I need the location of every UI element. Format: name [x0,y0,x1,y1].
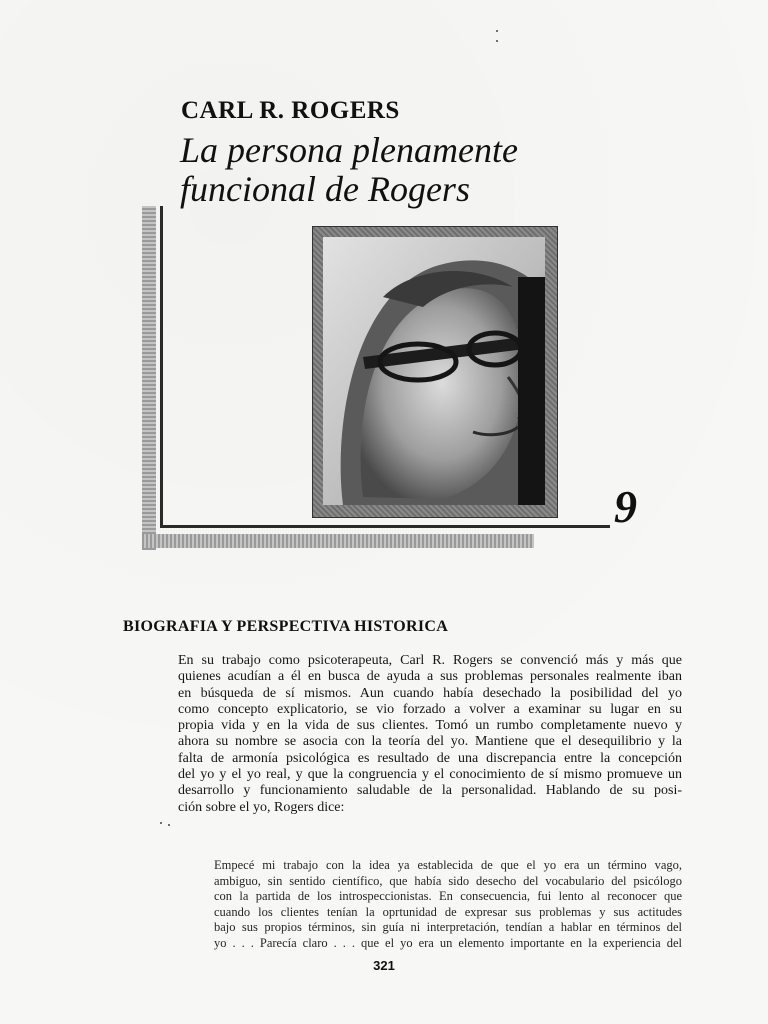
quote-line: ambiguo, sin sentido científico, que había sido desecho del vocabulario del psicólogo [214,873,682,888]
chapter-title-line-1: La persona plenamente [180,130,518,170]
page-number: 321 [373,958,395,973]
quote-line: cuando los clientes tenían la oprtunidad de expresar sus problemas y sus actitudes [214,904,682,919]
paragraph-line: como concepto explicatorio, se vio forzado a volver a examinar su lugar en su [178,701,682,717]
paragraph-line: ahora su nombre se asocia con la teoría del yo. Mantiene que el desequilibrio y la [178,734,682,750]
block-quote [214,858,682,952]
quote-line: Empecé mi trabajo con la idea ya establecida de que el yo era un término vago, [214,858,682,872]
chapter-title-line-2: funcional de Rogers [180,169,470,209]
decorative-vertical-rule [160,206,163,528]
paragraph-line: falta de armonía psicológica es resultado de una discrepancia entre la concepción [178,750,682,766]
portrait-photo [323,237,545,505]
decorative-horizontal-bar [142,534,534,548]
section-heading: BIOGRAFIA Y PERSPECTIVA HISTORICA [123,618,449,635]
decorative-vertical-bar [142,206,156,550]
paragraph-line: en búsqueda de sí mismos. Aun cuando había desechado la posibilidad del yo [178,685,682,701]
body-paragraph [178,653,682,816]
scan-speck [496,30,498,32]
quote-line: bajo sus propios términos, sin guía ni interpretación, tendían a hablar en términos del [214,920,682,935]
paragraph-line: quienes acudían a él en busca de ayuda a sus problemas personales realmente iban [178,669,682,685]
scan-speck [160,822,162,824]
chapter-number: 9 [614,481,637,532]
scan-speck [168,824,170,826]
paragraph-line: ción sobre el yo, Rogers dice: [178,799,345,815]
quote-line: con la partida de los introspeccionistas. En consecuencia, fui lento al reconocer que [214,889,682,904]
paragraph-line: desarrollo y funcionamiento saludable de la personalidad. Hablando de su posi- [178,783,682,799]
scan-speck [496,40,498,42]
author-name: CARL R. ROGERS [181,97,400,124]
portrait-illustration [323,237,545,505]
paragraph-line: propia vida y en la vida de sus clientes. Tomó un rumbo completamente nuevo y [178,718,682,734]
decorative-horizontal-rule [160,525,610,528]
paragraph-line: En su trabajo como psicoterapeuta, Carl R. Rogers se convenció más y más que [178,653,682,668]
portrait-frame [312,226,558,518]
quote-line: yo . . . Parecía claro . . . que el yo era un elemento importante en la experiencia del [214,935,682,950]
paragraph-line: del yo y el yo real, y que la congruencia y el conocimiento de sí mismo promueve un [178,767,682,783]
